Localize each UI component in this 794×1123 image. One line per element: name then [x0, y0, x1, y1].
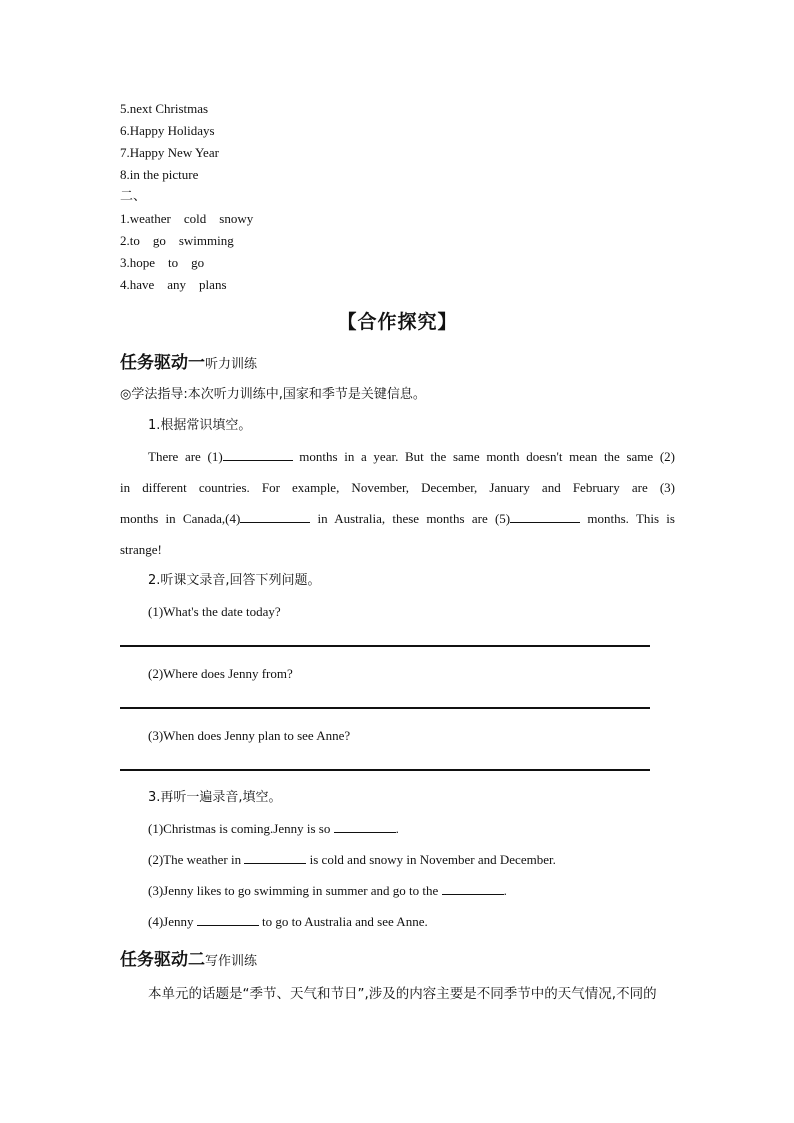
text-segment: There are (1) [148, 449, 223, 464]
answer-item: 6.Happy Holidays [120, 123, 215, 138]
question-3-label: 3.再听一遍录音,填空。 [148, 790, 282, 805]
task-2-title-sub: 写作训练 [205, 954, 258, 969]
text-segment: . [503, 883, 507, 898]
study-guide: ◎学法指导:本次听力训练中,国家和季节是关键信息。 [120, 387, 426, 402]
blank-1[interactable] [223, 446, 293, 461]
answer-list [120, 98, 675, 296]
text-segment: (2)The weather in [148, 852, 245, 867]
blank[interactable] [334, 818, 396, 833]
task-2-title [120, 943, 675, 977]
text-segment: strange! [120, 542, 162, 557]
task-1-title-main: 任务驱动一 [120, 353, 205, 373]
answer-item: 7.Happy New Year [120, 145, 219, 160]
task-2-title-main: 任务驱动二 [120, 950, 205, 970]
text-segment: in different countries. For example, November, December, January and February are (3) [120, 480, 675, 495]
answer-item: 1.weather cold snowy [120, 211, 254, 226]
text-segment: (4)Jenny [148, 914, 197, 929]
question-2-label: 2.听课文录音,回答下列问题。 [148, 573, 321, 588]
text-segment: is cold and snowy in November and December. [306, 852, 556, 867]
blank-4[interactable] [240, 508, 310, 523]
answer-line[interactable] [120, 627, 675, 658]
text-segment: in Australia, these months are (5) [310, 511, 511, 526]
question-2-2: (2)Where does Jenny from? [148, 666, 293, 681]
answer-line[interactable] [120, 689, 675, 720]
blank[interactable] [442, 880, 504, 895]
paragraph-line [120, 503, 675, 534]
question-2-3: (3)When does Jenny plan to see Anne? [148, 728, 351, 743]
text-segment: months in a year. But the same month doesn't mean the same (2) [292, 449, 675, 464]
answer-item: 4.have any plans [120, 277, 227, 292]
answer-item: 3.hope to go [120, 255, 205, 270]
question-3-4 [120, 906, 675, 937]
text-segment: . [395, 821, 399, 836]
paragraph-line [120, 441, 675, 472]
answer-item: 2.to go swimming [120, 233, 234, 248]
task-1-title [120, 346, 675, 380]
answer-item: 8.in the picture [120, 167, 199, 182]
task-2-intro: 本单元的话题是“季节、天气和节日”,涉及的内容主要是不同季节中的天气情况,不同的 [148, 986, 657, 1002]
worksheet-page [120, 98, 675, 1011]
question-3-2 [120, 844, 675, 875]
answer-item: 5.next Christmas [120, 101, 209, 116]
text-segment: to go to Australia and see Anne. [258, 914, 428, 929]
blank[interactable] [244, 849, 306, 864]
task-1-title-sub: 听力训练 [205, 357, 258, 372]
text-segment: months. This is [580, 511, 675, 526]
text-segment: (1)Christmas is coming.Jenny is so [148, 821, 334, 836]
question-1-label: 1.根据常识填空。 [148, 418, 252, 433]
question-2-1: (1)What's the date today? [148, 604, 281, 619]
question-1-paragraph [120, 441, 675, 565]
paragraph-line [120, 534, 675, 565]
question-3-1 [120, 813, 675, 844]
section-2-label: 二、 [120, 189, 147, 204]
answer-line[interactable] [120, 751, 675, 782]
question-3-3 [120, 875, 675, 906]
blank[interactable] [197, 911, 259, 926]
text-segment: months in Canada,(4) [120, 511, 241, 526]
section-heading: 【合作探究】 [337, 311, 458, 333]
text-segment: (3)Jenny likes to go swimming in summer and go to the [148, 883, 442, 898]
paragraph-line [120, 472, 675, 503]
blank-5[interactable] [510, 508, 580, 523]
